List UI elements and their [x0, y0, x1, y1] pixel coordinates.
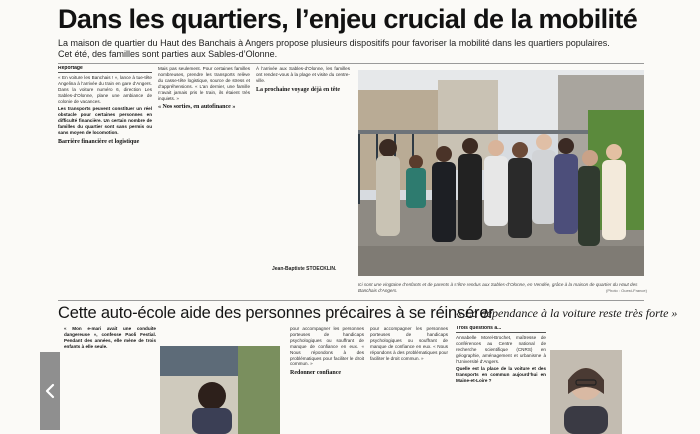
- article-kicker: Reportage: [58, 66, 152, 73]
- third-article-question: Quelle est la place de la voiture et des transports en commun aujourd’hui en Maine-et-Loire ?: [456, 366, 546, 384]
- third-article-text: Annabelle Morel-Brochet, maîtresse de conférences au Centre national de recherche scientifique (CNRS) en géographie, aménagement et urbanisme à l’Université d’Angers.: [456, 334, 546, 364]
- column-2-text: Mais pas seulement. Pour certaines familles nombreuses, prendre les transports relève du casse-tête logistique, source de stress et d’appréhensions. « L’an dernier, une famille n’avait jamais pris le train, ils étaient très inquiets. »: [158, 66, 250, 101]
- section-divider: [58, 300, 644, 301]
- third-article-column: [456, 326, 546, 434]
- portrait-photo: [160, 346, 280, 434]
- article-column-1: [58, 66, 152, 296]
- second-article-column-2: [290, 326, 364, 434]
- second-article-headline: Cette auto-école aide des personnes précaires à se réinsérer: [58, 304, 494, 322]
- article-chapo: La maison de quartier du Haut des Banchais à Angers propose plusieurs dispositifs pour favoriser la mobilité dans les quartiers populaires. Cet été, des familles sont parties aux Sables-d’Olonne.: [58, 38, 610, 59]
- column-3-text: À l’arrivée aux Sables-d’Olonne, les familles ont rendez-vous à la plage et visite du centre-ville.: [256, 66, 350, 83]
- article-column-3: [256, 66, 350, 262]
- article-column-2: [158, 66, 250, 296]
- previous-page-button[interactable]: [40, 352, 60, 430]
- author-credit: Jean-Baptiste STOECKLIN.: [272, 266, 337, 272]
- second-article-column-3: [370, 326, 448, 434]
- interviewee-photo: [550, 350, 622, 434]
- column-1-bold: Les transports peuvent constituer un réel obstacle pour certaines personnes en difficulté financière. Un certain nombre de familles du quartier sont sans permis ou sans moyen de locomotion.: [58, 106, 152, 136]
- group-photo: [358, 70, 644, 276]
- second-article-intro: « Mon e-mari avait une conduite dangereuse », confesse Paoli Festial. Pendant des années, elle mène de trois enfants à elle seule.: [64, 326, 156, 349]
- third-article-kicker: Trois questions à...: [456, 326, 546, 333]
- header-divider: [58, 63, 644, 64]
- article-headline: Dans les quartiers, l’enjeu crucial de la mobilité: [58, 4, 638, 34]
- second-article-column-1: [64, 326, 156, 434]
- photo-credit: (Photo : Ouest-France): [606, 288, 647, 293]
- column-1-subhead: Barrière financière et logistique: [58, 138, 140, 145]
- photo-caption: Ici sont une vingtaine d’enfants et de parents à s’être rendus aux Sables-d’Olonne, en Vendée, grâce à la maison de quartier du Haut des Banchais d’Angers.: [358, 282, 638, 293]
- second-article-subhead: Redonner confiance: [290, 370, 342, 377]
- second-article-text-2: pour accompagner les personnes porteuses de handicaps psychologiques ou souffrant de manque de confiance en eux. « Nous répondons à des problématiques pour faciliter le droit commun. »: [370, 326, 448, 361]
- chevron-left-icon: [45, 383, 55, 399]
- column-2-subhead: « Nos sorties, en autofinance »: [158, 104, 236, 111]
- second-article-text: pour accompagner les personnes porteuses de handicaps psychologiques ou souffrant de manque de confiance en eux. « Nous répondons à des problématiques pour faciliter le droit commun. »: [290, 326, 364, 367]
- column-3-subhead: La prochaine voyage déjà en tête: [256, 86, 341, 93]
- third-article-headline: « La dépendance à la voiture reste très forte »: [456, 306, 678, 320]
- column-1-intro: « En voiture les Banchais ! », lance à tue-tête Angelina à l’arrivée du train en gare d’Angers. Dans la voiture numéro 6, direction Les Sables-d’Olonne, plane une ambiance de colonie de vacances.: [58, 74, 152, 104]
